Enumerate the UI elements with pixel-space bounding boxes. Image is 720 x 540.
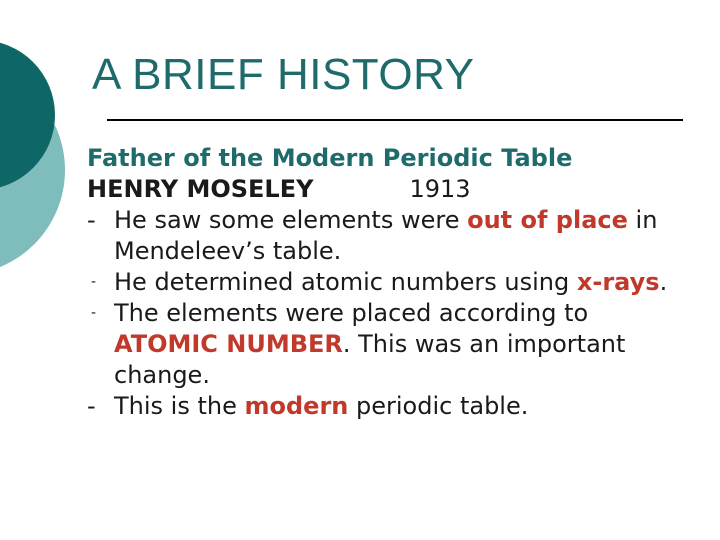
bullet-text-part: . This was an important change.	[114, 330, 626, 389]
bullet-dash: -	[91, 274, 97, 290]
highlight-text: ATOMIC NUMBER	[114, 330, 343, 358]
person-name: HENRY MOSELEY	[87, 175, 314, 203]
highlight-text: out of place	[467, 206, 628, 234]
bullet-text-part: He saw some elements were	[114, 206, 468, 234]
bullet-text	[114, 391, 687, 422]
bullet-item	[87, 298, 687, 391]
circles-decoration	[0, 0, 90, 300]
highlight-text: x-rays	[576, 268, 660, 296]
bullet-text-part: in Mendeleev’s table.	[114, 206, 658, 265]
bullet-dash: -	[87, 206, 96, 234]
bullet-text	[114, 205, 687, 267]
name-row	[87, 174, 687, 205]
bullet-text-part: The elements were placed according to	[114, 299, 589, 327]
bullet-text-part: He determined atomic numbers using	[114, 268, 577, 296]
bullet-text-part: This is the	[114, 392, 245, 420]
bullet-item	[87, 205, 687, 267]
subtitle: Father of the Modern Periodic Table	[87, 144, 573, 172]
slide-title: A BRIEF HISTORY	[92, 50, 475, 99]
bullet-text	[114, 267, 687, 298]
title-divider	[107, 119, 683, 121]
year: 1913	[409, 175, 471, 203]
bullet-text-part: .	[659, 268, 668, 296]
bullet-dash: -	[91, 305, 97, 321]
bullet-item	[87, 391, 687, 422]
bullet-text	[114, 298, 687, 391]
bullet-dash: -	[87, 392, 96, 420]
bullet-item	[87, 267, 687, 298]
highlight-text: modern	[244, 392, 349, 420]
slide-body	[87, 143, 687, 422]
bullet-text-part: periodic table.	[348, 392, 529, 420]
